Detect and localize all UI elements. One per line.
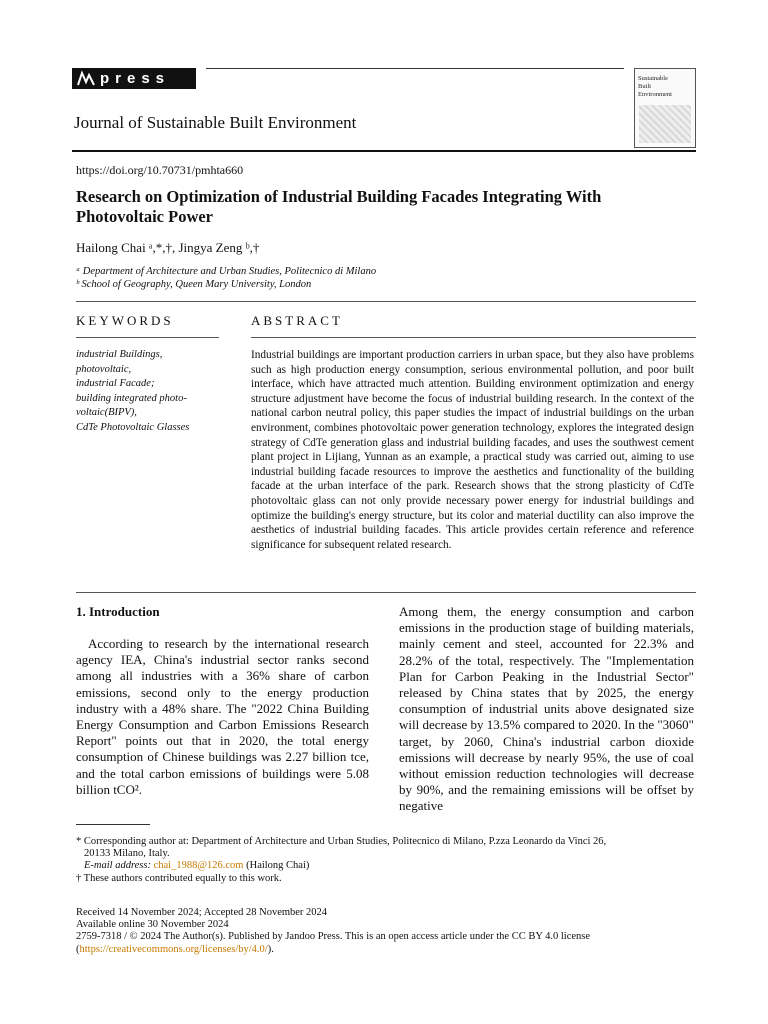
doi-link[interactable]: https://doi.org/10.70731/pmhta660 [76, 163, 244, 177]
section-heading-introduction: 1. Introduction [76, 604, 160, 619]
publisher-logo-text: press [100, 70, 171, 87]
footnote-rule [76, 824, 150, 825]
available-online-date: Available online 30 November 2024 [76, 919, 229, 930]
divider [76, 301, 696, 302]
header-rule [72, 150, 696, 152]
author-list: Hailong Chai ᵃ,*,†, Jingya Zeng ᵇ,† [76, 240, 260, 255]
keywords-heading: KEYWORDS [76, 313, 174, 328]
affiliation-a: ᵃ Department of Architecture and Urban Studies, Politecnico di Milano [76, 266, 377, 277]
body-column-left: According to research by the international research agency IEA, China's industrial sector ranks second among all industries with a 36% share of carbon emissions, second only to the energy production industry with a 48% share. The "2022 China Building Energy Consumption and Carbon Emissions Research Report" points out that in 2020, the total energy consumption of Chinese buildings was 2.27 billion tce, and the total carbon emissions of buildings were 5.08 billion tCO². [76, 636, 369, 797]
equal-contribution-note: † These authors contributed equally to this work. [76, 873, 282, 884]
corresponding-author-note: * Corresponding author at: Department of Architecture and Urban Studies, Politecnico di Milano, P.zza Leonardo da Vinci 26, [76, 836, 607, 847]
article-title: Research on Optimization of Industrial Building Facades Integrating With Photovoltaic Power [76, 187, 602, 226]
abstract-heading: ABSTRACT [251, 313, 343, 328]
keywords-list [76, 348, 226, 435]
body-column-right: Among them, the energy consumption and carbon emissions in the production stage of building materials, mainly cement and steel, accounted for 22.3% and 28.2% of the total, respectively. The "Implementation Plan for Carbon Peaking in the Industrial Sector" released by China states that by 2025, the energy consumption of industrial units above designated size will decrease by 13.5% compared to 2020. In the "3060" target, by 2060, China's industrial carbon dioxide emissions will decrease by nearly 95%, the use of coal without emission reduction technologies will decrease by 90%, and the remaining emissions will be offset by negative [399, 604, 694, 814]
abstract-text: Industrial buildings are important production carriers in urban space, but they also have problems such as high production energy consumption, serious environmental pollution, and poor built interface, which have attracted much attention. Building environment optimization and energy structure adjustment have become the focus of industrial building research. In the context of the national carbon neutral policy, this paper studies the impact of industrial buildings on the urban environment, combines photovoltaic power generation technology, explores the integrated design strategy of CdTe generation glass and industrial building facades, and uses the southwest cement plant project in Lijiang, Yunnan as an example, a practical study was carried out, aiming to use industrial building facade resources to improve the aesthetics and functionality of the building facade at the urban interface of the park. Research shows that the strong plasticity of CdTe photovoltaic glass can not only provide necessary power energy for industrial buildings and optimize the building's energy structure, but its color and material ductility can also improve the aesthetics of industrial building facades. This article provides certain reference and reference significance for subsequent related research. [251, 349, 694, 551]
keyword: industrial Facade; [76, 378, 155, 389]
affiliation-b: ᵇ School of Geography, Queen Mary University, London [76, 279, 312, 290]
divider [76, 592, 696, 593]
received-dates: Received 14 November 2024; Accepted 28 November 2024 [76, 907, 328, 918]
header-top-rule [206, 68, 624, 69]
journal-name: Journal of Sustainable Built Environment [74, 113, 357, 132]
abstract-rule [251, 337, 696, 338]
publisher-logo [72, 68, 196, 89]
corresponding-author-address: 20133 Milano, Italy. [84, 848, 170, 859]
keyword: CdTe Photovoltaic Glasses [76, 421, 190, 433]
license-link[interactable]: https://creativecommons.org/licenses/by/4.0/ [79, 943, 268, 955]
license-statement: 2759-7318 / © 2024 The Author(s). Published by Jandoo Press. This is an open access article under the CC BY 4.0 license (https://creativecommons.org/licenses/by/4.0/). [76, 931, 591, 955]
cover-title: Sustainable Built Environment [638, 75, 672, 98]
cover-image [639, 105, 691, 143]
journal-cover-thumbnail [634, 68, 696, 148]
email-label: E-mail address: [84, 860, 151, 871]
email-line [84, 860, 704, 873]
keyword: voltaic(BIPV), [76, 407, 137, 418]
email-suffix: (Hailong Chai) [246, 860, 310, 871]
keyword: building integrated photo- [76, 392, 187, 404]
publisher-mark-icon [76, 70, 96, 87]
email-link[interactable]: chai_1988@126.com [153, 860, 244, 871]
keywords-rule [76, 337, 219, 338]
keyword: photovoltaic, [76, 363, 132, 375]
keyword: industrial Buildings, [76, 349, 163, 360]
